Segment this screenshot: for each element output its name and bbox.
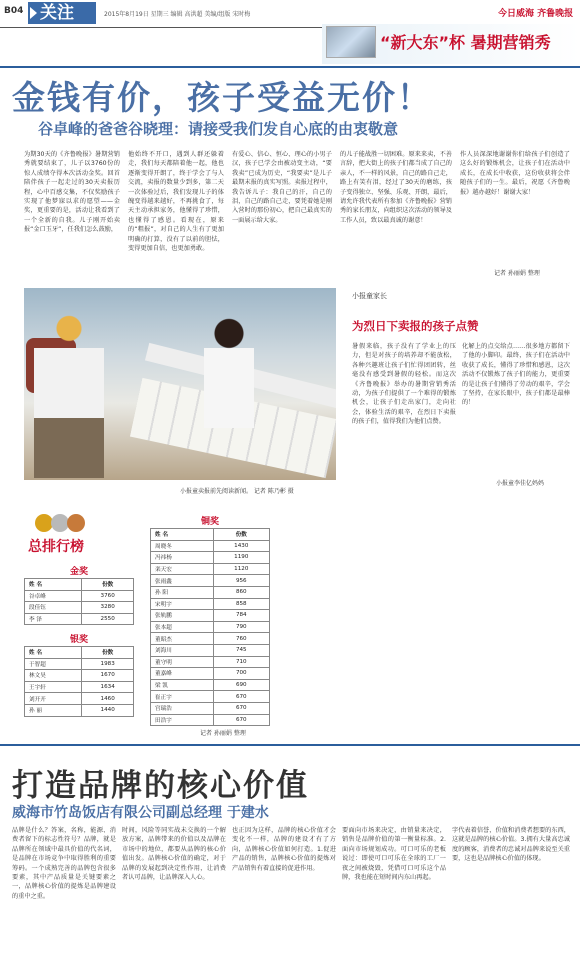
gold-col-count: 份数 — [82, 579, 134, 591]
section-divider — [0, 744, 580, 746]
silver-name-cell: 刘开开 — [25, 693, 82, 705]
bronze-row — [151, 668, 270, 680]
silver-name-cell: 王宇轩 — [25, 681, 82, 693]
silver-name-cell: 孙 丽 — [25, 704, 82, 716]
bronze-count-cell: 1430 — [213, 540, 269, 552]
bronze-name-cell: 田浩宇 — [151, 714, 214, 726]
gold-label: 金奖 — [69, 567, 88, 577]
article2-col4: 要面向市场来决定，由销量来决定，销售是品牌价值的第一衡量标准。2.面向市场规划成功。可口可乐的老板说过：即使可口可乐在全球的工厂一夜之间被烧毁，凭借可口可乐这个品牌，我也能在短时间内东山再起。 — [342, 827, 446, 882]
gold-table — [24, 578, 134, 625]
bronze-row — [151, 598, 270, 610]
rankings-byline: 记者 孙丽娟 整理 — [200, 730, 246, 737]
section-tab[interactable]: 关注 — [28, 2, 96, 24]
bronze-count-cell: 745 — [213, 644, 269, 656]
bronze-count-cell: 700 — [213, 668, 269, 680]
gold-row — [25, 602, 134, 614]
bronze-row — [151, 575, 270, 587]
bronze-name-cell: 冯祎杨 — [151, 552, 214, 564]
bronze-row — [151, 540, 270, 552]
gold-name-cell: 谷卓峰 — [25, 590, 82, 602]
silver-name-cell: 林文昊 — [25, 670, 82, 682]
news-photo — [24, 288, 336, 480]
silver-row — [25, 693, 134, 705]
bronze-name-cell: 崔正宇 — [151, 691, 214, 703]
gold-name-cell: 段佳钰 — [25, 602, 82, 614]
bronze-count-cell: 956 — [213, 575, 269, 587]
bronze-count-cell: 710 — [213, 656, 269, 668]
bronze-name-cell: 梁 凯 — [151, 679, 214, 691]
bronze-count-cell: 858 — [213, 598, 269, 610]
bronze-count-cell: 690 — [213, 679, 269, 691]
article1-col5: 作人员深深地谢谢你们给孩子们创造了这么好的锻炼机会，让孩子们在活动中成长，在成长中收获，这份收获将会伴随孩子们的一生。最后，祝愿《齐鲁晚报》越办越好！谢谢大家！ — [460, 151, 570, 196]
silver-row — [25, 658, 134, 670]
article2-col3: 也正因为这样，品牌的核心价值才会变化不一样，品牌的建设才有了方向，品牌核心价值如何打造。1.促进产品的销售，品牌核心价值的提炼对产品销售有着直接的促进作用。 — [232, 827, 336, 872]
bronze-row — [151, 691, 270, 703]
page-number: B04 — [4, 6, 24, 16]
bronze-col-count: 份数 — [213, 529, 269, 541]
bronze-row — [151, 621, 270, 633]
article1-col2: 他始终不开口，遇到人群还躲着走，我们每天都陪着他一起，他也逐渐变得开朗了，终于学会了与人交流，卖报的数量少到多，第二天一次体验过后，我们发现儿子的体魄变得越来越好，不再挑食了，每天主动承担家务，他懂得了珍惜，也懂得了感恩。看现在，原来的“粗报”，对自己的人生有了更加明确的打算，没有了以前的胆怯，变得更加自信，也更加勇敢。 — [128, 151, 224, 253]
bronze-name-cell: 周晓冬 — [151, 540, 214, 552]
silver-count-cell: 1440 — [82, 704, 134, 716]
sidebar-col1: 暑假来临，孩子没有了学业上的压力，但是对孩子的培养却不能放松，各种兴趣班让孩子们忙得团团转，丝毫没有感受到暑假的轻松。而这次《齐鲁晚报》举办的暑期营销秀活动，为孩子们提供了一个难得的锻炼机会，让孩子们走出家门，走向社会，体验生活的艰辛，在烈日下卖报的孩子们，值得我们为他们点赞。 — [352, 343, 456, 426]
bronze-count-cell: 760 — [213, 633, 269, 645]
article1-subheadline: 谷卓峰的爸爸谷晓理：请接受我们发自心底的由衷敬意 — [38, 120, 399, 138]
bronze-row — [151, 702, 270, 714]
silver-name-cell: 于智超 — [25, 658, 82, 670]
bronze-name-cell: 宋明宇 — [151, 598, 214, 610]
article2-subheadline: 威海市竹岛饭店有限公司副总经理 于建水 — [12, 805, 269, 821]
silver-col-count: 份数 — [82, 647, 134, 659]
bronze-row — [151, 714, 270, 726]
article2-headline: 打造品牌的核心价值 — [12, 768, 309, 804]
bronze-name-cell: 刘海川 — [151, 644, 214, 656]
gold-col-name: 姓 名 — [25, 579, 82, 591]
silver-row — [25, 704, 134, 716]
bronze-name-cell: 孙 阳 — [151, 586, 214, 598]
article1-col3: 有爱心、信心、恒心、理心的小男子汉，孩子已学会由被动变主动，“要我卖”已成为历史，“我要卖”是儿子最期末报的真实写照。卖报过程中，我告诉儿子：我自己的汗，自己的泪，自己的路自己走，要凭着她是刚入营时的那份初心，把自己最真实的一面展示给大家。 — [232, 151, 332, 224]
bronze-row — [151, 563, 270, 575]
bronze-row — [151, 552, 270, 564]
bronze-name-cell: 张雨鑫 — [151, 575, 214, 587]
bronze-col-name: 姓 名 — [151, 529, 214, 541]
bronze-count-cell: 670 — [213, 702, 269, 714]
bronze-row — [151, 644, 270, 656]
bronze-row — [151, 610, 270, 622]
article2-col2: 时间，风险等同实战未交换的一个解放方案，品牌带来的价值以及品牌在市场中的地位，都要从品牌的核心价值出发。品牌核心价值的确定，对于品牌的发展起到决定性作用，让消费者认可品牌，让品牌深入人心。 — [122, 827, 226, 882]
bronze-name-cell: 栾天宏 — [151, 563, 214, 575]
bronze-name-cell: 董昭杰 — [151, 633, 214, 645]
bronze-count-cell: 1120 — [213, 563, 269, 575]
article1-col4: 的儿子能战胜一切困难。原来来卖，不善言辞，把大街上的孩子们都当成了自己的亲人，不一样的风景，自己的路自己走，路上有笑有泪，经过了30天的磨练，孩子变得独立、坚强、乐观、开朗，最后，请允许我代表所有参加《齐鲁晚报》营销秀的家长朋友，向组织这次活动的领导及工作人员，致以最真诚的谢意！ — [340, 151, 452, 224]
article1-byline: 记者 孙丽娟 整理 — [494, 270, 540, 277]
sidebar-col2: 化解上的点交给点……很多地方都留下了他的小脚印。最终，孩子们在活动中收获了成长，懂得了珍惜和感恩，这次活动不仅锻炼了孩子们的能力，更重要的是让孩子们懂得了劳动的艰辛，学会了坚持，在家长眼中，孩子们都是最棒的！ — [462, 343, 570, 407]
bronze-label: 铜奖 — [200, 517, 219, 527]
gold-count-cell: 3280 — [82, 602, 134, 614]
rankings-title: 总排行榜 — [28, 539, 84, 555]
bronze-count-cell: 860 — [213, 586, 269, 598]
bronze-row — [151, 633, 270, 645]
silver-count-cell: 1634 — [82, 681, 134, 693]
bronze-count-cell: 1190 — [213, 552, 269, 564]
silver-count-cell: 1670 — [82, 670, 134, 682]
silver-count-cell: 1460 — [82, 693, 134, 705]
silver-row — [25, 670, 134, 682]
bronze-count-cell: 670 — [213, 691, 269, 703]
medal-icon — [30, 512, 90, 534]
bronze-count-cell: 790 — [213, 621, 269, 633]
silver-row — [25, 681, 134, 693]
promo-photo — [326, 26, 376, 58]
newspaper-logo: 今日威海 齐鲁晚报 — [498, 9, 574, 19]
bronze-row — [151, 586, 270, 598]
photo-caption: 小报童卖报前先阅读新闻。 记者 陈乃彬 摄 — [180, 488, 294, 495]
gold-name-cell: 李 泽 — [25, 613, 82, 625]
silver-col-name: 姓 名 — [25, 647, 82, 659]
silver-count-cell: 1983 — [82, 658, 134, 670]
article1-headline: 金钱有价，孩子受益无价！ — [12, 78, 432, 117]
sidebar-label: 小报童家长 — [352, 292, 387, 300]
promo-title: “新大东”杯 暑期营销秀 — [380, 33, 551, 52]
gold-count-cell: 2550 — [82, 613, 134, 625]
sidebar-byline: 小报童李佳亿妈妈 — [496, 480, 545, 487]
bronze-row — [151, 679, 270, 691]
gold-row — [25, 590, 134, 602]
bronze-row — [151, 656, 270, 668]
bronze-count-cell: 784 — [213, 610, 269, 622]
article2-col1: 品牌是什么？答案，名称，能源、消费者留下的标志性符号？品牌，就是品牌所在领域中最具价值的代名词，是品牌在市场竞争中取得胜利的重要筹码。一个成熟完善的品牌包含很多要素，其中产品质量是关键要素之一，品牌核心价值的提炼是品牌建设的重中之重。 — [12, 827, 116, 900]
gold-row — [25, 613, 134, 625]
bronze-name-cell: 张轨鹏 — [151, 610, 214, 622]
bronze-name-cell: 宫瑞浩 — [151, 702, 214, 714]
bronze-name-cell: 张本超 — [151, 621, 214, 633]
top-rule — [0, 66, 580, 68]
bronze-name-cell: 董嘉峰 — [151, 668, 214, 680]
sidebar-headline: 为烈日下卖报的孩子点赞 — [352, 319, 479, 333]
bronze-name-cell: 董守明 — [151, 656, 214, 668]
dateline: 2015年8月19日 星期三 编辑 高洪超 美编/组版 宋时梅 — [104, 11, 251, 18]
silver-label: 银奖 — [69, 635, 88, 645]
silver-table — [24, 646, 134, 717]
article1-col1: 为期30天的《齐鲁晚报》暑期营销秀就要结束了，儿子以3760份的惊人成绩夺得本次活动金奖。回首陪伴孩子一起走过的30天卖报历程，心中百感交集，不仅奖励孩子实现了他梦寐以求的愿望——金奖，更重要的是，活动让我看到了一个全新的自我。儿子刚开始卖报“金口玉牙”，任我们怎么鼓励， — [24, 151, 120, 234]
bronze-count-cell: 670 — [213, 714, 269, 726]
gold-count-cell: 3760 — [82, 590, 134, 602]
article2-col5: 字代表着信誉，价值和消费者想要的东西，这就是品牌的核心价值。3.拥有大量高忠诚度的顾客，消费者的忠诚对品牌来说至关重要，这也是品牌核心价值的体现。 — [452, 827, 570, 863]
bronze-table — [150, 528, 270, 726]
